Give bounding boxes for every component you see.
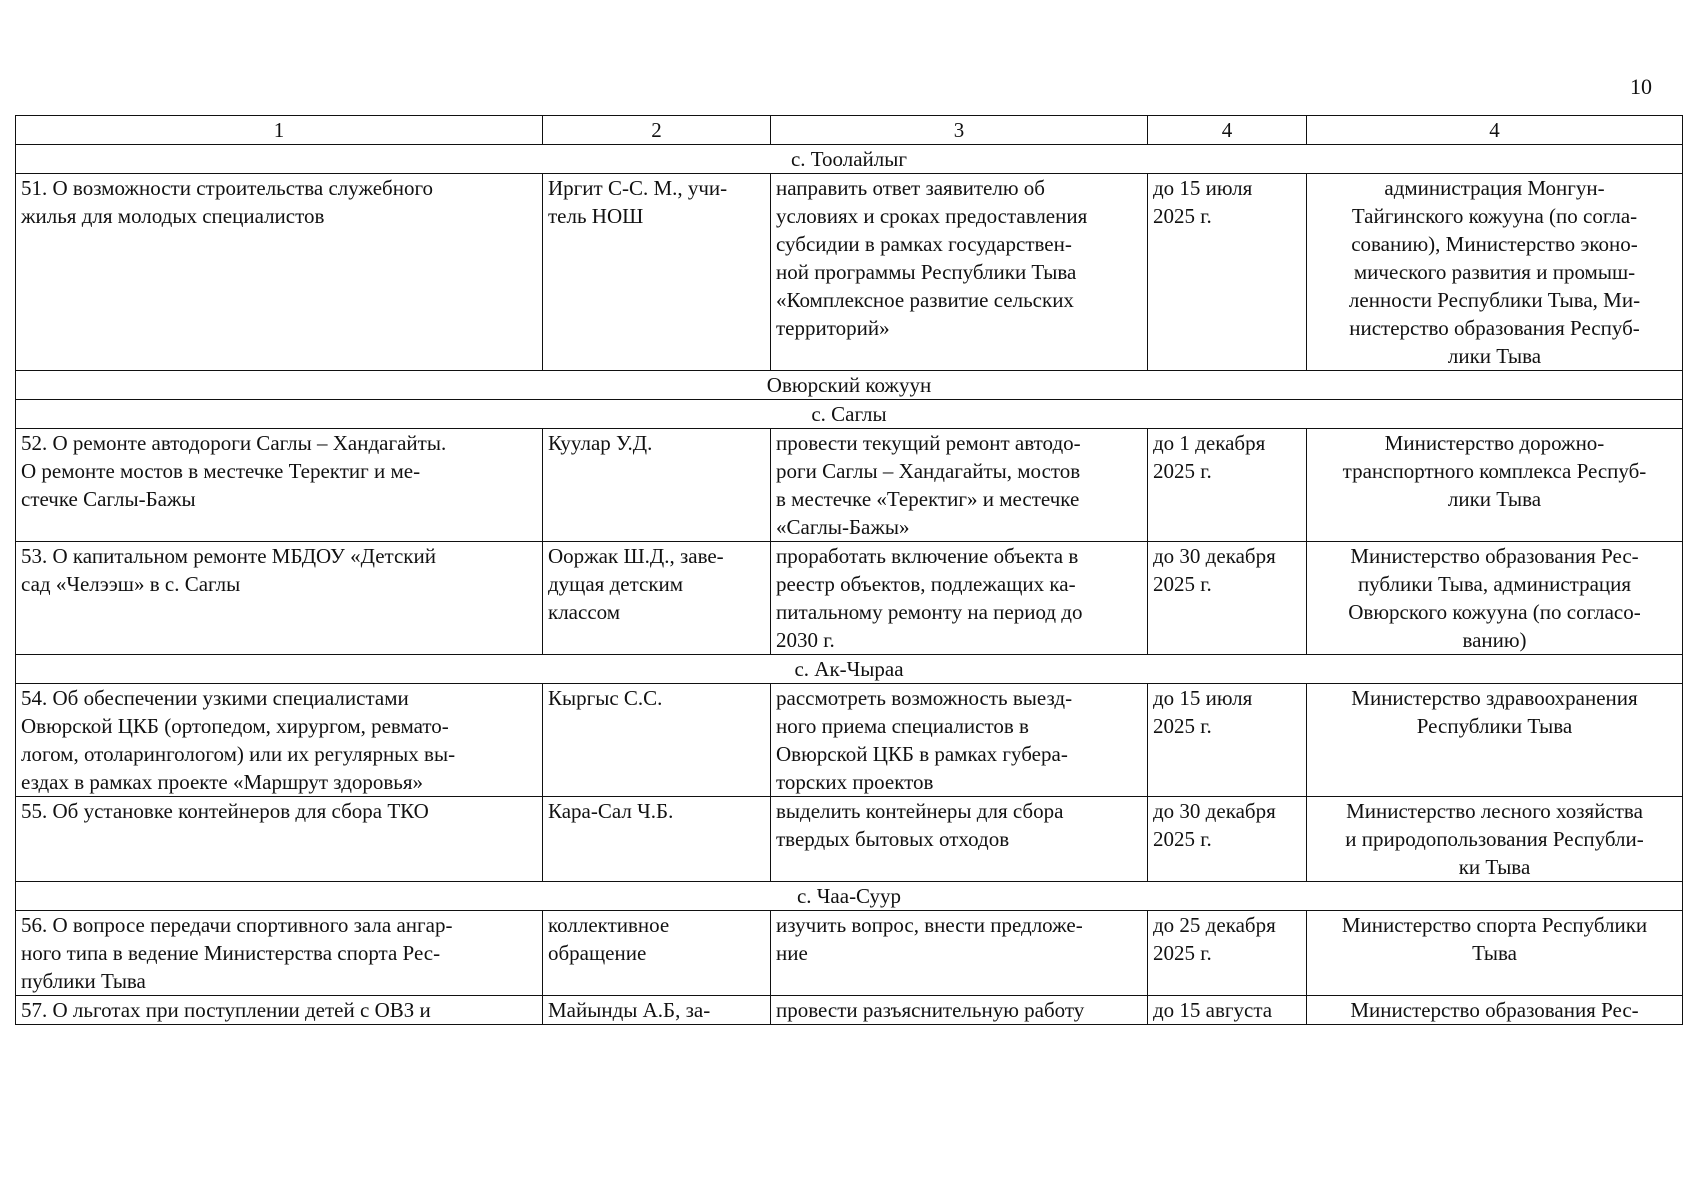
table-row [16,996,1683,1025]
action-text-line: провести текущий ремонт автодо- [776,431,1081,455]
section-row [16,371,1683,400]
action-text-line: торских проектов [776,770,934,794]
section-row [16,655,1683,684]
table-row [16,542,1683,655]
cell-deadline [1148,542,1307,655]
responsible-text-line: Министерство дорожно- [1384,431,1605,455]
issue-text-line: ездах в рамках проекте «Маршрут здоровья» [21,770,424,794]
table-row [16,684,1683,797]
table-row [16,797,1683,882]
issue-text-line: 52. О ремонте автодороги Саглы – Хандагайты. [21,431,447,455]
source-text-line: Куулар У.Д. [548,431,653,455]
action-text-line: провести разъяснительную работу [776,998,1085,1022]
cell-issue [16,911,543,996]
cell-responsible [1307,911,1683,996]
issue-text-line: сад «Челээш» в с. Саглы [21,572,241,596]
table-row [16,429,1683,542]
cell-deadline [1148,429,1307,542]
action-text-line: рассмотреть возможность выезд- [776,686,1073,710]
action-text-line: роги Саглы – Хандагайты, мостов [776,459,1081,483]
action-text-line: территорий» [776,316,890,340]
source-text-line: Кыргыс С.С. [548,686,663,710]
cell-source [543,174,771,371]
action-text-line: ной программы Республики Тыва [776,260,1077,284]
deadline-text-line: 2025 г. [1153,204,1212,228]
cell-issue [16,797,543,882]
deadline-text-line: 2025 г. [1153,714,1212,738]
deadline-text-line: до 30 декабря [1153,544,1276,568]
issue-text-line: 54. Об обеспечении узкими специалистами [21,686,409,710]
section-row [16,882,1683,911]
source-text-line: обращение [548,941,647,965]
issue-text-line: 51. О возможности строительства служебного [21,176,434,200]
responsible-text-line: администрация Монгун- [1384,176,1605,200]
cell-issue [16,996,543,1025]
cell-source [543,911,771,996]
deadline-text-line: до 15 июля [1153,176,1253,200]
column-header-1: 1 [16,116,543,145]
responsible-text-line: нистерство образования Респуб- [1349,316,1640,340]
responsible-text-line: транспортного комплекса Респуб- [1342,459,1647,483]
cell-responsible [1307,174,1683,371]
section-title: с. Чаа-Суур [16,882,1683,911]
action-text-line: субсидии в рамках государствен- [776,232,1072,256]
cell-deadline [1148,174,1307,371]
source-text-line: коллективное [548,913,670,937]
issue-text-line: логом, отоларингологом) или их регулярных вы- [21,742,456,766]
cell-issue [16,174,543,371]
page-number: 10 [1630,74,1652,99]
responsible-text-line: Министерство здравоохранения [1351,686,1638,710]
issue-text-line: 57. О льготах при поступлении детей с ОВЗ и [21,998,431,1022]
cell-deadline [1148,797,1307,882]
responsible-text-line: сованию), Министерство эконо- [1351,232,1638,256]
cell-action [771,684,1148,797]
responsible-text-line: Республики Тыва [1416,714,1573,738]
deadline-text-line: до 25 декабря [1153,913,1276,937]
cell-action [771,996,1148,1025]
cell-action [771,542,1148,655]
cell-responsible [1307,684,1683,797]
action-text-line: твердых бытовых отходов [776,827,1010,851]
decisions-table [15,115,1683,1025]
action-text-line: 2030 г. [776,628,835,652]
issue-text-line: стечке Саглы-Бажы [21,487,196,511]
deadline-text-line: до 15 июля [1153,686,1253,710]
table-row [16,911,1683,996]
section-title: Овюрский кожуун [16,371,1683,400]
issue-text-line: публики Тыва [21,969,146,993]
cell-deadline [1148,996,1307,1025]
issue-text-line: жилья для молодых специалистов [21,204,325,228]
source-text-line: Иргит С-С. М., учи- [548,176,728,200]
column-header-5: 4 [1307,116,1683,145]
cell-deadline [1148,911,1307,996]
responsible-text-line: ки Тыва [1458,855,1531,879]
issue-text-line: ного типа в ведение Министерства спорта Рес- [21,941,441,965]
cell-source [543,542,771,655]
action-text-line: ние [776,941,808,965]
cell-action [771,797,1148,882]
responsible-text-line: Министерство спорта Республики [1341,913,1648,937]
cell-responsible [1307,542,1683,655]
responsible-text-line: лики Тыва [1447,487,1542,511]
table-body [16,116,1683,1025]
cell-source [543,684,771,797]
cell-issue [16,429,543,542]
cell-action [771,911,1148,996]
responsible-text-line: Тайгинского кожууна (по согла- [1351,204,1638,228]
section-row [16,145,1683,174]
cell-action [771,429,1148,542]
responsible-text-line: Овюрского кожууна (по согласо- [1348,600,1641,624]
cell-issue [16,542,543,655]
section-row [16,400,1683,429]
column-header-4: 4 [1148,116,1307,145]
responsible-text-line: ленности Республики Тыва, Ми- [1348,288,1641,312]
column-header-2: 2 [543,116,771,145]
deadline-text-line: 2025 г. [1153,459,1212,483]
action-text-line: выделить контейнеры для сбора [776,799,1064,823]
section-title: с. Ак-Чыраа [16,655,1683,684]
cell-source [543,996,771,1025]
table-row [16,174,1683,371]
deadline-text-line: 2025 г. [1153,941,1212,965]
cell-responsible [1307,996,1683,1025]
deadline-text-line: 2025 г. [1153,827,1212,851]
action-text-line: направить ответ заявителю об [776,176,1045,200]
cell-deadline [1148,684,1307,797]
responsible-text-line: и природопользования Республи- [1345,827,1644,851]
header-row [16,116,1683,145]
responsible-text-line: Тыва [1472,941,1517,965]
deadline-text-line: 2025 г. [1153,572,1212,596]
issue-text-line: О ремонте мостов в местечке Теректиг и ме- [21,459,421,483]
deadline-text-line: до 15 августа [1153,998,1273,1022]
source-text-line: дущая детским [548,572,684,596]
action-text-line: «Комплексное развитие сельских [776,288,1074,312]
cell-source [543,797,771,882]
responsible-text-line: Министерство образования Рес- [1350,998,1639,1022]
source-text-line: тель НОШ [548,204,644,228]
issue-text-line: 55. Об установке контейнеров для сбора ТКО [21,799,429,823]
section-title: с. Саглы [16,400,1683,429]
action-text-line: изучить вопрос, внести предложе- [776,913,1083,937]
action-text-line: проработать включение объекта в [776,544,1079,568]
source-text-line: Майынды А.Б, за- [548,998,711,1022]
responsible-text-line: Министерство лесного хозяйства [1346,799,1643,823]
issue-text-line: 53. О капитальном ремонте МБДОУ «Детский [21,544,436,568]
deadline-text-line: до 1 декабря [1153,431,1266,455]
section-title: с. Тоолайлыг [16,145,1683,174]
cell-action [771,174,1148,371]
cell-responsible [1307,429,1683,542]
source-text-line: классом [548,600,621,624]
column-header-3: 3 [771,116,1148,145]
responsible-text-line: ванию) [1462,628,1527,652]
action-text-line: Овюрской ЦКБ в рамках губера- [776,742,1068,766]
action-text-line: условиях и сроках предоставления [776,204,1088,228]
source-text-line: Кара-Сал Ч.Б. [548,799,674,823]
responsible-text-line: лики Тыва [1447,344,1542,368]
issue-text-line: 56. О вопросе передачи спортивного зала ангар- [21,913,453,937]
responsible-text-line: публики Тыва, администрация [1357,572,1632,596]
cell-responsible [1307,797,1683,882]
deadline-text-line: до 30 декабря [1153,799,1276,823]
responsible-text-line: мического развития и промыш- [1353,260,1636,284]
action-text-line: реестр объектов, подлежащих ка- [776,572,1076,596]
action-text-line: питальному ремонту на период до [776,600,1083,624]
action-text-line: в местечке «Теректиг» и местечке [776,487,1080,511]
action-text-line: ного приема специалистов в [776,714,1029,738]
source-text-line: Ооржак Ш.Д., заве- [548,544,724,568]
issue-text-line: Овюрской ЦКБ (ортопедом, хирургом, ревмато- [21,714,449,738]
cell-issue [16,684,543,797]
action-text-line: «Саглы-Бажы» [776,515,910,539]
cell-source [543,429,771,542]
responsible-text-line: Министерство образования Рес- [1350,544,1639,568]
